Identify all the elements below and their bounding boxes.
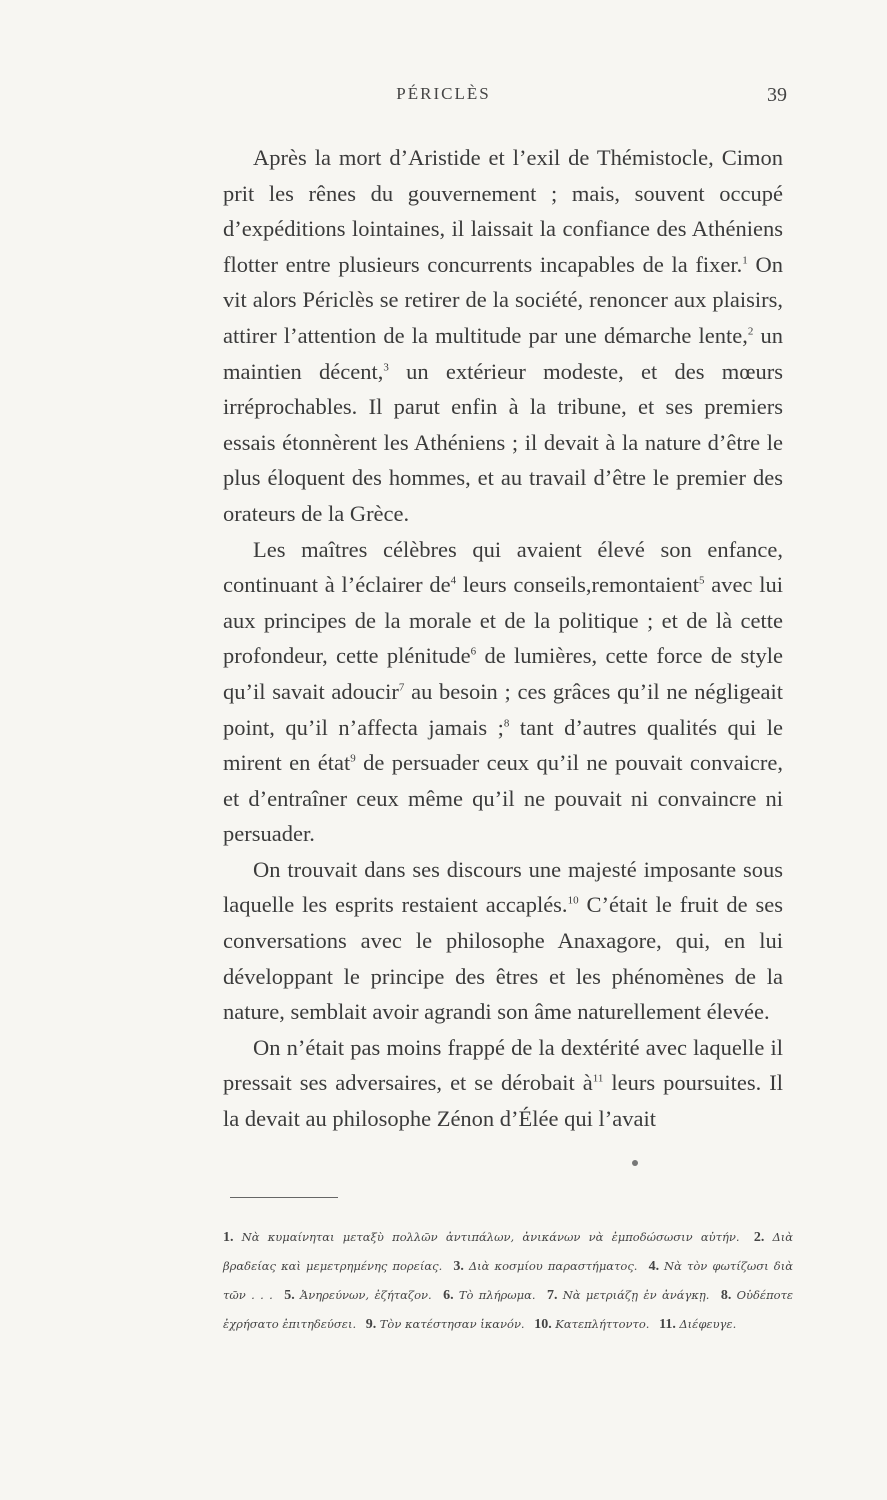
footnote-number: 6. <box>443 1288 459 1303</box>
footnote <box>534 1317 649 1331</box>
footnote-marker: 9 <box>350 752 356 765</box>
footnote-number: 5. <box>284 1288 300 1303</box>
footnote-text: Νὰ μετριάζῃ ἐν ἀνάγκῃ. <box>562 1288 710 1302</box>
footnote <box>223 1230 740 1244</box>
footnote-number: 2. <box>753 1230 773 1245</box>
footnote-number: 8. <box>720 1288 737 1303</box>
footnote <box>659 1317 736 1331</box>
footnote <box>443 1288 535 1302</box>
running-title: PÉRICLÈS <box>396 84 491 103</box>
footnote-marker: 5 <box>699 574 705 587</box>
footnote <box>366 1317 525 1331</box>
footnote-text: Κατεπλήττοντο. <box>555 1317 650 1331</box>
text-run: au besoin ; ces grâces qu’il ne négligeait point, qu’il n’affecta jamais ; <box>223 678 783 740</box>
footnote <box>453 1259 637 1273</box>
footnote-text: Διὰ κοσμίου παραστήματος. <box>468 1259 638 1273</box>
footnote-marker: 1 <box>742 254 748 267</box>
text-run: de persuader ceux qu’il ne pouvait convaicre, et d’entraîner ceux même qu’il ne pouvait ni convaincre ni persuader. <box>223 750 783 847</box>
text-run: C’était le fruit de ses conversations avec le philosophe Anaxagore, qui, en lui développant le principe des êtres et les phénomènes de la nature, semblait avoir agrandi son âme naturellement élevée. <box>223 892 783 1025</box>
footnote <box>284 1288 431 1302</box>
running-head <box>0 84 887 114</box>
footnote-number: 3. <box>453 1259 469 1274</box>
text-run: On n’était pas moins frappé de la dextérité avec laquelle il pressait ses adversaires, et se dérobait à <box>223 1034 783 1096</box>
text-run: un maintien décent, <box>223 322 783 384</box>
text-run: leurs conseils,remontaient <box>456 572 700 598</box>
footnote-marker: 3 <box>383 361 389 374</box>
footnotes <box>223 1223 793 1339</box>
footnote-text: Διέφευγε. <box>679 1317 737 1331</box>
footnote-text: Νὰ κυμαίνηται μεταξὺ πολλῶν ἀντιπάλων, ἀνικάνων νὰ ἐμποδώσωσιν αὐτήν. <box>241 1230 740 1244</box>
text-run: avec lui aux principes de la morale et de la politique ; et de là cette profondeur, cette plénitude <box>223 572 784 669</box>
footnote-text: Οὐδέποτε ἐχρήσατο ἐπιτηδεύσει. <box>223 1288 794 1331</box>
text-run: Les maîtres célèbres qui avaient élevé son enfance, continuant à l’éclairer de <box>223 536 783 598</box>
page-number: 39 <box>767 84 787 106</box>
text-run: On vit alors Périclès se retirer de la société, renoncer aux plaisirs, attirer l’attention de la multitude par une démarche lente, <box>223 251 783 348</box>
footnote-rule <box>230 1197 338 1198</box>
footnote-marker: 2 <box>747 325 754 338</box>
footnote-text: Νὰ τὸν φωτίζωσι διὰ τῶν . . . <box>223 1259 793 1302</box>
footnote-text: Διὰ βραδείας καὶ μεμετρημένης πορείας. <box>223 1230 794 1273</box>
footnote-number: 4. <box>648 1259 665 1274</box>
footnote-marker: 10 <box>567 894 579 907</box>
text-run: tant d’autres qualités qui le mirent en état <box>223 714 783 776</box>
footnote-marker: 11 <box>592 1072 604 1085</box>
footnote-text: Ἀνηρεύνων, ἐζήταζον. <box>299 1288 432 1302</box>
text-run: Après la mort d’Aristide et l’exil de Thémistocle, Cimon prit les rênes du gouvernement ; mais, souvent occupé d’expéditions lointaines, il laissait la confiance des Athéniens flotter entre plusieurs concurrents incapables de la fixer. <box>223 145 783 277</box>
paragraph <box>223 1030 783 1137</box>
body-text <box>223 140 783 1137</box>
paragraph <box>223 140 783 532</box>
text-run: de lumières, cette force de style qu’il savait adoucir <box>223 643 783 704</box>
ink-speck <box>632 1160 638 1166</box>
footnote-number: 1. <box>223 1230 242 1245</box>
footnote-marker: 7 <box>398 681 405 694</box>
paragraph <box>223 532 783 852</box>
footnote-number: 10. <box>534 1317 556 1332</box>
footnote-number: 7. <box>546 1288 563 1303</box>
footnote-text: Τὸν κατέστησαν ἱκανόν. <box>379 1317 525 1331</box>
footnote-number: 11. <box>659 1317 680 1332</box>
footnote-marker: 4 <box>450 574 457 587</box>
footnote-text: Τὸ πλήρωμα. <box>458 1288 536 1302</box>
footnote <box>547 1288 710 1302</box>
text-run: leurs poursuites. Il la devait au philosophe Zénon d’Élée qui l’avait <box>223 1070 783 1132</box>
footnote-marker: 6 <box>470 645 477 658</box>
text-run: un extérieur modeste, et des mœurs irréprochables. Il parut enfin à la tribune, et ses premiers essais étonnèrent les Athéniens ; il devait à la nature d’être le plus éloquent des hommes, et au travail d’être le premier des orateurs de la Grèce. <box>223 358 783 526</box>
text-run: On trouvait dans ses discours une majesté imposante sous laquelle les esprits restaient accaplés. <box>223 856 783 918</box>
paragraph <box>223 852 783 1030</box>
footnote-marker: 8 <box>503 717 510 729</box>
footnote-number: 9. <box>365 1317 380 1332</box>
